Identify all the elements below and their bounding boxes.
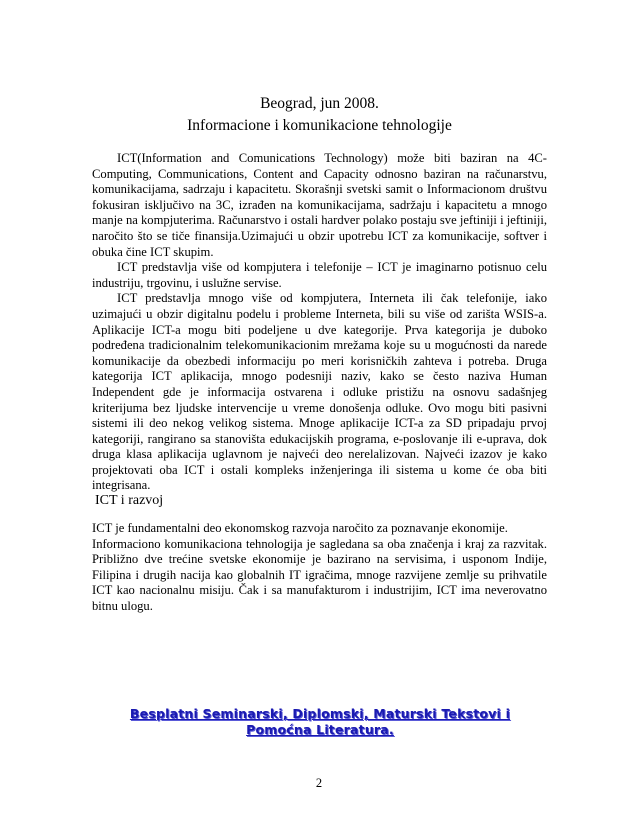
footer-link[interactable]: Besplatni Seminarski, Diplomski, Maturski Tekstovi i Pomoćna Literatura. xyxy=(129,706,511,737)
document-title: Informacione i komunikacione tehnologije xyxy=(187,117,452,134)
page-number: 2 xyxy=(315,776,323,790)
intro-section xyxy=(92,151,547,494)
paragraph: ICT predstavlja više od kompjutera i telefonije – ICT je imaginarno potisnuo celu industriju, trgovinu, i uslužne servise. xyxy=(92,260,547,290)
paragraph: ICT(Information and Comunications Technology) može biti baziran na 4C-Computing, Communications, Content and Capacity odnosno baziran na računarstvu, komunikacijama, sadrzaju i kapacitetu. Skorašnji svetski samit o Informacionom društvu fokusiran isključivo na 3C, izrađen na komunikacijama, sadržaju i kapacitetu a mnogo manje na kompjuterima. Računarstvo i ostali hardver polako postaju sve jeftiniji i jeftiniji, naročito što se tiče finansija.Uzimajući u obzir upotrebu ICT za komunikacije, softver i obuka čine ICT skupim. xyxy=(92,151,547,259)
section-heading: ICT i razvoj xyxy=(95,493,164,508)
paragraph: Informaciono komunikaciona tehnologija je sagledana sa oba značenja i kraj za razvitak. Približno dve trećine svetske ekonomije je bazirano na servisima, i usponom Indije, Filipina i drugih nacija kao globalnih IT igračima, mnoge razvijene zemlje su prihvatile ICT kao nacionalnu misiju. Čak i sa manufakturom i industrijim, ICT ima neverovatno bitnu ulogu. xyxy=(92,536,547,613)
paragraph: ICT je fundamentalni deo ekonomskog razvoja naročito za poznavanje ekonomije. xyxy=(92,521,508,535)
paragraph: ICT predstavlja mnogo više od kompjutera, Interneta ili čak telefonije, iako uzimajući u obzir digitalnu podelu i probleme Interneta, bili su više od zarišta WSIS-a. Aplikacije ICT-a mogu biti podeljene u dve kategorije. Prva kategorija je duboko podređena tradicionalnim telekomunikacionim mrežama koje su u mogućnosti da narede komunikacije da obezbedi informaciju po meri korisničkih zahteva i potreba. Druga kategorija ICT aplikacija, mnogo podesniji naziv, kako se često naziva Human Independent gde je informacija ostvarena i odluke pristižu na osnovu sadašnjeg kriterijuma bez ljudske intervencije u vreme donošenja odluke. Ovo mogu biti pasivni sistemi ili deo nekog velikog sistema. Mnoge aplikacije ICT-a za SD pripadaju prvoj kategoriji, rangirano sa stanovišta edukacijskih programa, e-poslovanje ili e-uprava, dok druga klasa aplikacija uglavnom je najveći deo nerelalizovan. Najveći izazov je kako projektovati oba ICT i ostali kompleks inženjeringa ili sistema u kome će oba biti integrisana. xyxy=(92,291,547,493)
ict-development-section xyxy=(92,521,547,615)
date-line: Beograd, jun 2008. xyxy=(260,95,379,112)
